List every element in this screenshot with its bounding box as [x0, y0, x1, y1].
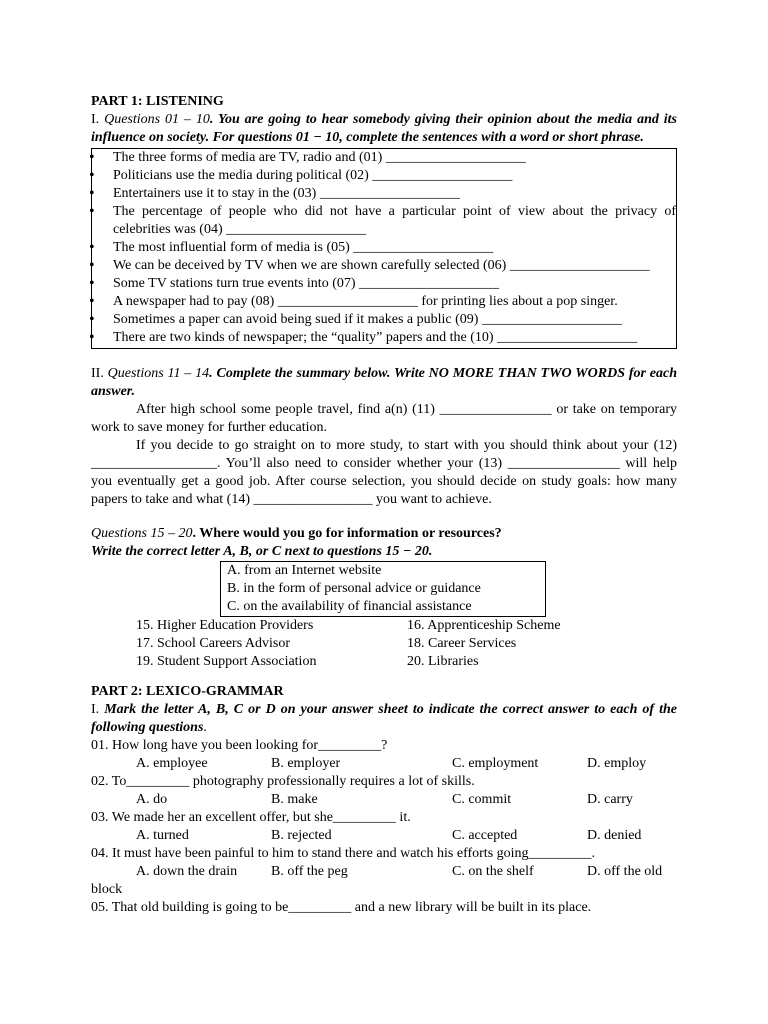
- list-item: • There are two kinds of newspaper; the “quality” papers and the (10) ____________________: [92, 329, 676, 347]
- mcq-options-03: [136, 827, 677, 845]
- option: B. employer: [271, 756, 341, 771]
- mcq-question-03: 03. We made her an excellent offer, but she_________ it.: [91, 810, 411, 825]
- option: A. turned: [136, 828, 189, 843]
- option: D. denied: [587, 828, 642, 843]
- question-16: 16. Apprenticeship Scheme: [407, 618, 561, 633]
- question-18: 18. Career Services: [407, 636, 517, 651]
- list-item: • Entertainers use it to stay in the (03) ____________________: [92, 185, 676, 203]
- list-item: • The percentage of people who did not have a particular point of view about the privacy of celebrities was (04) ____________________: [92, 203, 676, 239]
- option: A. do: [136, 792, 168, 807]
- part2-heading: PART 2: LEXICO-GRAMMAR: [91, 684, 284, 699]
- question-19: 19. Student Support Association: [136, 654, 317, 669]
- list-item: • Politicians use the media during political (02) ____________________: [92, 167, 676, 185]
- sec1-number: I.: [91, 112, 105, 127]
- question-15: 15. Higher Education Providers: [136, 618, 314, 633]
- option: C. employment: [452, 756, 539, 771]
- list-item: • Sometimes a paper can avoid being sued if it makes a public (09) ____________________: [92, 311, 676, 329]
- question-20: 20. Libraries: [407, 654, 479, 669]
- sec1-instr-text: . You are going to hear somebody giving their opinion about the media and its influence on society. For questions 01 − 10, complete the sentences with a word or short phrase.: [91, 112, 678, 145]
- list-item: • A newspaper had to pay (08) ____________________ for printing lies about a pop singer.: [92, 293, 676, 311]
- list-item: • We can be deceived by TV when we are shown carefully selected (06) ____________________: [92, 257, 676, 275]
- sec3-instructions: Write the correct letter A, B, or C next to questions 15 − 20.: [91, 544, 433, 559]
- mcq-question-05: 05. That old building is going to be_________ and a new library will be built in its place.: [91, 900, 592, 915]
- option: C. on the shelf: [452, 864, 534, 879]
- mcq-question-01: 01. How long have you been looking for_________?: [91, 738, 388, 753]
- part2-instructions: [91, 701, 677, 737]
- list-item: • Some TV stations turn true events into (07) ____________________: [92, 275, 676, 293]
- option: D. employ: [587, 756, 647, 771]
- option: D. carry: [587, 792, 633, 807]
- sec1-question-list: [92, 149, 676, 347]
- option: D. off the old: [587, 864, 663, 879]
- option-b: B. in the form of personal advice or guidance: [227, 581, 481, 596]
- sec2-range: Questions 11 – 14: [107, 366, 210, 381]
- sec3-heading: [91, 525, 677, 543]
- sec2-instr-text: . Complete the summary below. Write NO MORE THAN TWO WORDS for each answer.: [91, 366, 677, 399]
- mcq-question-02: 02. To_________ photography professionally requires a lot of skills.: [91, 774, 475, 789]
- mcq-question-04: 04. It must have been painful to him to stand there and watch his efforts going_________.: [91, 846, 596, 861]
- part2-instr-end: .: [203, 720, 207, 735]
- list-item: • The most influential form of media is (05) ____________________: [92, 239, 676, 257]
- mcq-options-04: [136, 863, 677, 881]
- sec1-instructions: [91, 111, 677, 147]
- worksheet-page: [91, 93, 677, 917]
- part2-number: I.: [91, 702, 105, 717]
- mcq-options-01: [136, 755, 677, 773]
- summary-paragraph-1: After high school some people travel, find a(n) (11) ________________ or take on temporary work to save money for further education.: [91, 402, 677, 435]
- option: C. accepted: [452, 828, 518, 843]
- option-a: A. from an Internet website: [227, 563, 382, 578]
- option: B. rejected: [271, 828, 332, 843]
- part1-heading: PART 1: LISTENING: [91, 94, 224, 109]
- part2-instr-text: Mark the letter A, B, C or D on your answer sheet to indicate the correct answer to each of the following questions: [91, 702, 677, 735]
- option: A. down the drain: [136, 864, 238, 879]
- sec3-questions-grid: [136, 617, 677, 671]
- option: B. make: [271, 792, 318, 807]
- sec2-instructions: [91, 365, 677, 401]
- sec3-options-box: [220, 561, 546, 617]
- question-17: 17. School Careers Advisor: [136, 636, 290, 651]
- sec1-range: Questions 01 – 10: [104, 112, 210, 127]
- sec3-range: Questions 15 – 20: [91, 526, 193, 541]
- mcq-options-04-continuation: block: [91, 882, 123, 897]
- option: A. employee: [136, 756, 208, 771]
- sec3-question: . Where would you go for information or resources?: [192, 526, 502, 541]
- option: C. commit: [452, 792, 512, 807]
- sec2-number: II.: [91, 366, 108, 381]
- sec1-question-box: [91, 148, 677, 349]
- summary-paragraph-2: If you decide to go straight on to more study, to start with you should think about your (12) __________________. You’ll also need to consider whether your (13) ________________ will help you eventually get a good job. After course selection, you should decide on study goals: how many papers to take and what (14) _________________ you want to achieve.: [91, 438, 677, 507]
- list-item: • The three forms of media are TV, radio and (01) ____________________: [92, 149, 676, 167]
- mcq-options-02: [136, 791, 677, 809]
- option: B. off the peg: [271, 864, 348, 879]
- option-c: C. on the availability of financial assistance: [227, 599, 472, 614]
